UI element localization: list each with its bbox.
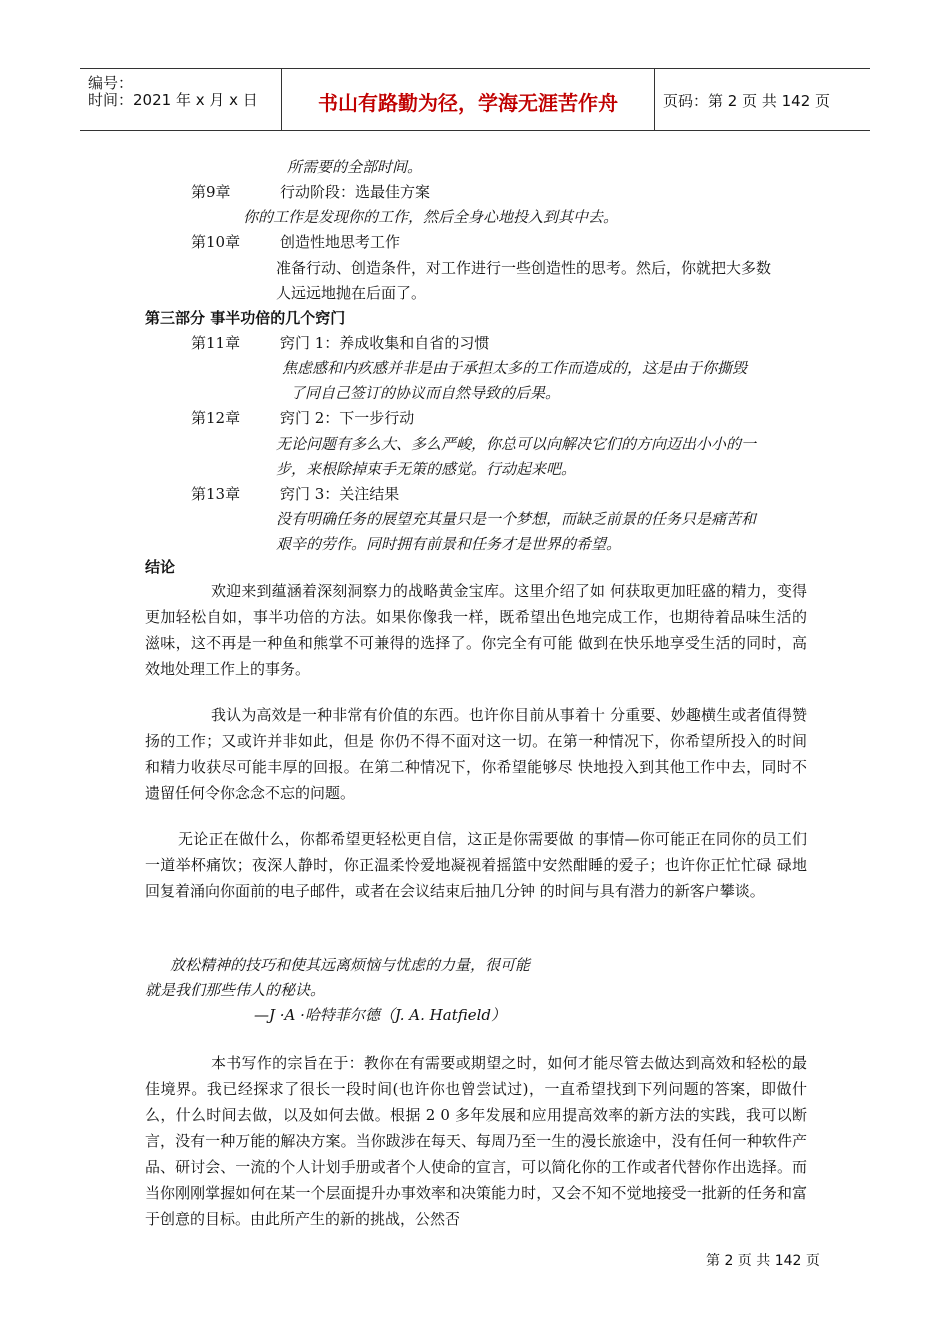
- conclusion-paragraph-1: 欢迎来到蕴涵着深刻洞察力的战略黄金宝库。这里介绍了如 何获取更加旺盛的精力，变得更加轻松自如，事半功倍的方法。如果你像我一样，既希望出色地完成工作，也期待着品味生活的 滋味，这不再是一种鱼和熊掌不可兼得的选择了。你完全有可能 做到在快乐地享受生活的同时，高效地处理工作上的事务。: [145, 582, 807, 678]
- header-page-number: 页码：第 2 页 共 142 页: [663, 92, 831, 110]
- footer-page-number: 第 2 页 共 142 页: [706, 1253, 820, 1269]
- toc-chapter-9-title: 行动阶段：选最佳方案: [280, 183, 431, 201]
- toc-chapter-9-desc: 你的工作是发现你的工作，然后全身心地投入到其中去。: [243, 208, 619, 226]
- toc-chapter-12-title: 窍门 2：下一步行动: [280, 409, 415, 427]
- toc-chapter-12-desc-1: 无论问题有多么大、多么严峻，你总可以向解决它们的方向迈出小小的一: [276, 435, 757, 453]
- toc-chapter-13-desc-1: 没有明确任务的展望充其量只是一个梦想，而缺乏前景的任务只是痛苦和: [276, 510, 757, 528]
- toc-chapter-11-title: 窍门 1：养成收集和自省的习惯: [280, 334, 490, 352]
- toc-chapter-11-number: 第11章: [191, 334, 241, 352]
- page-header: [80, 68, 870, 131]
- toc-chapter-12-desc-2: 步，来根除掉束手无策的感觉。行动起来吧。: [276, 460, 577, 478]
- toc-chapter-10-desc-1: 准备行动、创造条件，对工作进行一些创造性的思考。然后，你就把大多数: [276, 259, 772, 277]
- document-number-label: 编号：: [88, 74, 134, 92]
- quote-line-1: 放松精神的技巧和使其远离烦恼与忧虑的力量，很可能: [170, 956, 531, 974]
- quote-line-2: 就是我们那些伟人的秘诀。: [145, 981, 326, 999]
- toc-part-3-heading: 第三部分 事半功倍的几个窍门: [145, 309, 346, 327]
- header-motto-cell: [282, 69, 655, 130]
- header-motto: 书山有路勤为径，学海无涯苦作舟: [318, 91, 618, 115]
- toc-chapter-9-number: 第9章: [191, 183, 231, 201]
- toc-chapter-10-desc-2: 人远远地抛在后面了。: [276, 284, 427, 302]
- toc-chapter-13-title: 窍门 3：关注结果: [280, 485, 400, 503]
- toc-chapter-11-desc-2: 了同自己签订的协议而自然导致的后果。: [290, 384, 561, 402]
- toc-chapter-11-desc-1: 焦虑感和内疚感并非是由于承担太多的工作而造成的，这是由于你撕毁: [282, 359, 748, 377]
- conclusion-paragraph-3: 无论正在做什么，你都希望更轻松更自信，这正是你需要做 的事情—你可能正在同你的员工们一道举杯痛饮；夜深人静时，你正温柔怜爱地凝视着摇篮中安然酣睡的爱子；也许你正忙忙碌 碌地回复着涌向你面前的电子邮件，或者在会议结束后抽几分钟 的时间与具有潜力的新客户攀谈。: [145, 830, 807, 900]
- toc-chapter-12-number: 第12章: [191, 409, 241, 427]
- document-date-label: 时间：2021 年 x 月 x 日: [88, 91, 258, 109]
- conclusion-paragraph-4: 本书写作的宗旨在于：教你在有需要或期望之时，如何才能尽管去做达到高效和轻松的最佳境界。我已经探求了很长一段时间(也许你也曾尝试过)，一直希望找到下列问题的答案，即做什么，什么时间去做，以及如何去做。根据 2 0 多年发展和应用提高效率的新方法的实践，我可以断言，没有一种万能的解决方案。当你跋涉在每天、每周乃至一生的漫长旅途中，没有任何一种软件产品、研讨会、一流的个人计划手册或者个人使命的宣言，可以简化你的工作或者代替你作出选择。而当你刚刚掌握如何在某一个层面提升办事效率和决策能力时，又会不知不觉地接受一批新的任务和富于创意的目标。由此所产生的新的挑战，公然否: [145, 1054, 807, 1228]
- toc-chapter-10-title: 创造性地思考工作: [280, 233, 401, 251]
- toc-chapter-10-number: 第10章: [191, 233, 241, 251]
- conclusion-heading: 结论: [145, 558, 176, 576]
- toc-chapter-13-number: 第13章: [191, 485, 241, 503]
- header-info-cell: [80, 69, 282, 130]
- conclusion-paragraph-2: 我认为高效是一种非常有价值的东西。也许你目前从事着十 分重要、妙趣横生或者值得赞扬的工作；又或许并非如此，但是 你仍不得不面对这一切。在第一种情况下，你希望所投入的时间 和精力收获尽可能丰厚的回报。在第二种情况下，你希望能够尽 快地投入到其他工作中去，同时不遗留任何令你念念不忘的问题。: [145, 706, 807, 802]
- header-page-cell: [655, 69, 870, 130]
- toc-continuation: 所需要的全部时间。: [287, 158, 423, 176]
- quote-author: —J ·A ·哈特菲尔德（J. A. Hatfield）: [254, 1006, 507, 1024]
- toc-chapter-13-desc-2: 艰辛的劳作。同时拥有前景和任务才是世界的希望。: [276, 535, 622, 553]
